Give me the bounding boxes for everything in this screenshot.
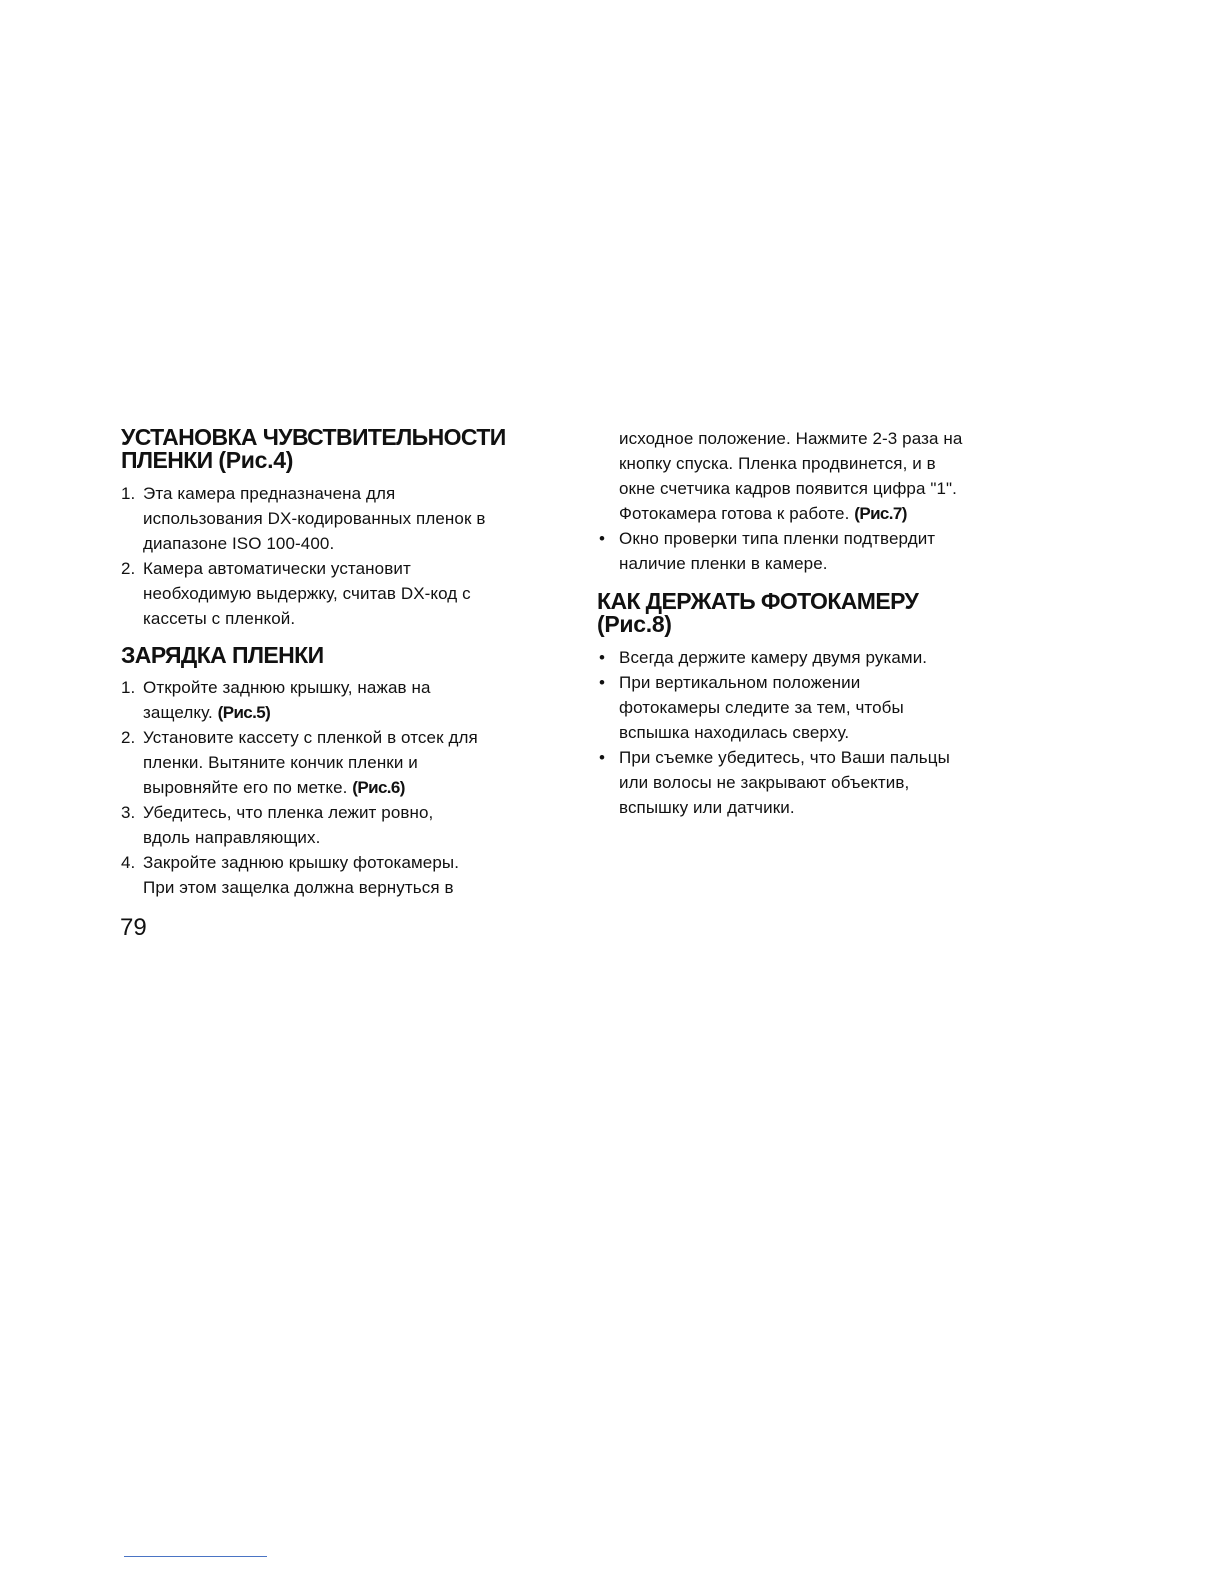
item-line: кассеты с пленкой. [143, 609, 296, 628]
page-number: 79 [120, 914, 147, 941]
holding-camera-list [597, 645, 1047, 820]
list-item [121, 800, 561, 850]
item-number: 4. [121, 853, 136, 872]
item-number: 2. [121, 559, 136, 578]
item-number: 1. [121, 484, 136, 503]
bullet-mark: • [599, 748, 606, 767]
item-line: Убедитесь, что пленка лежит ровно, [143, 803, 434, 822]
item-line: Камера автоматически установит [143, 559, 411, 578]
paragraph-line: кнопку спуска. Пленка продвинется, и в [619, 454, 936, 473]
figure-ref: (Рис.7) [854, 504, 907, 523]
item-line: При съемке убедитесь, что Ваши пальцы [619, 748, 950, 767]
item-line: Всегда держите камеру двумя руками. [619, 648, 928, 667]
item-line: диапазоне ISO 100-400. [143, 534, 335, 553]
continued-paragraph [597, 426, 1047, 526]
item-number: 3. [121, 803, 136, 822]
paragraph-line: окне счетчика кадров появится цифра "1". [619, 479, 958, 498]
section-title-holding-camera [597, 590, 1047, 636]
item-line: выровняйте его по метке. [143, 778, 348, 797]
item-line: Откройте заднюю крышку, нажав на [143, 678, 431, 697]
note-list [597, 526, 1047, 576]
title-line: ЗАРЯДКА ПЛЕНКИ [121, 642, 324, 668]
list-item [597, 745, 1047, 820]
section-title-film-loading [121, 644, 561, 667]
list-item [121, 675, 561, 725]
list-item [597, 645, 1047, 670]
bullet-mark: • [599, 673, 606, 692]
item-number: 1. [121, 678, 136, 697]
item-line: вдоль направляющих. [143, 828, 321, 847]
paragraph-line: Фотокамера готова к работе. [619, 504, 850, 523]
item-line: пленки. Вытяните кончик пленки и [143, 753, 418, 772]
item-number: 2. [121, 728, 136, 747]
item-line: фотокамеры следите за тем, чтобы [619, 698, 904, 717]
item-line: Закройте заднюю крышку фотокамеры. [143, 853, 460, 872]
footer-rule [124, 1556, 267, 1557]
list-item [121, 556, 561, 631]
left-column [121, 426, 561, 900]
title-line: УСТАНОВКА ЧУВСТВИТЕЛЬНОСТИ [121, 424, 506, 450]
title-line: КАК ДЕРЖАТЬ ФОТОКАМЕРУ [597, 588, 919, 614]
item-line: наличие пленки в камере. [619, 554, 828, 573]
list-item [597, 670, 1047, 745]
figure-ref: (Рис.8) [597, 611, 672, 637]
item-line: При этом защелка должна вернуться в [143, 878, 454, 897]
item-line: Окно проверки типа пленки подтвердит [619, 529, 936, 548]
paragraph-line: исходное положение. Нажмите 2-3 раза на [619, 429, 963, 448]
list-item [121, 481, 561, 556]
item-line: или волосы не закрывают объектив, [619, 773, 910, 792]
list-item [597, 526, 1047, 576]
item-line: Установите кассету с пленкой в отсек для [143, 728, 478, 747]
figure-ref: (Рис.5) [217, 703, 271, 722]
figure-ref: (Рис.6) [352, 778, 405, 797]
list-item [121, 725, 561, 800]
item-line: При вертикальном положении [619, 673, 861, 692]
title-line: ПЛЕНКИ [121, 447, 213, 473]
film-loading-list [121, 675, 561, 900]
item-line: использования DX-кодированных пленок в [143, 509, 486, 528]
right-column [597, 426, 1047, 820]
item-line: защелку. [143, 703, 213, 722]
film-speed-list [121, 481, 561, 631]
item-line: Эта камера предназначена для [143, 484, 396, 503]
bullet-mark: • [599, 648, 606, 667]
item-line: вспышка находилась сверху. [619, 723, 850, 742]
figure-ref: (Рис.4) [218, 447, 294, 473]
item-line: необходимую выдержку, считав DX-код с [143, 584, 471, 603]
bullet-mark: • [599, 529, 606, 548]
item-line: вспышку или датчики. [619, 798, 795, 817]
list-item [121, 850, 561, 900]
section-title-film-speed [121, 426, 561, 472]
